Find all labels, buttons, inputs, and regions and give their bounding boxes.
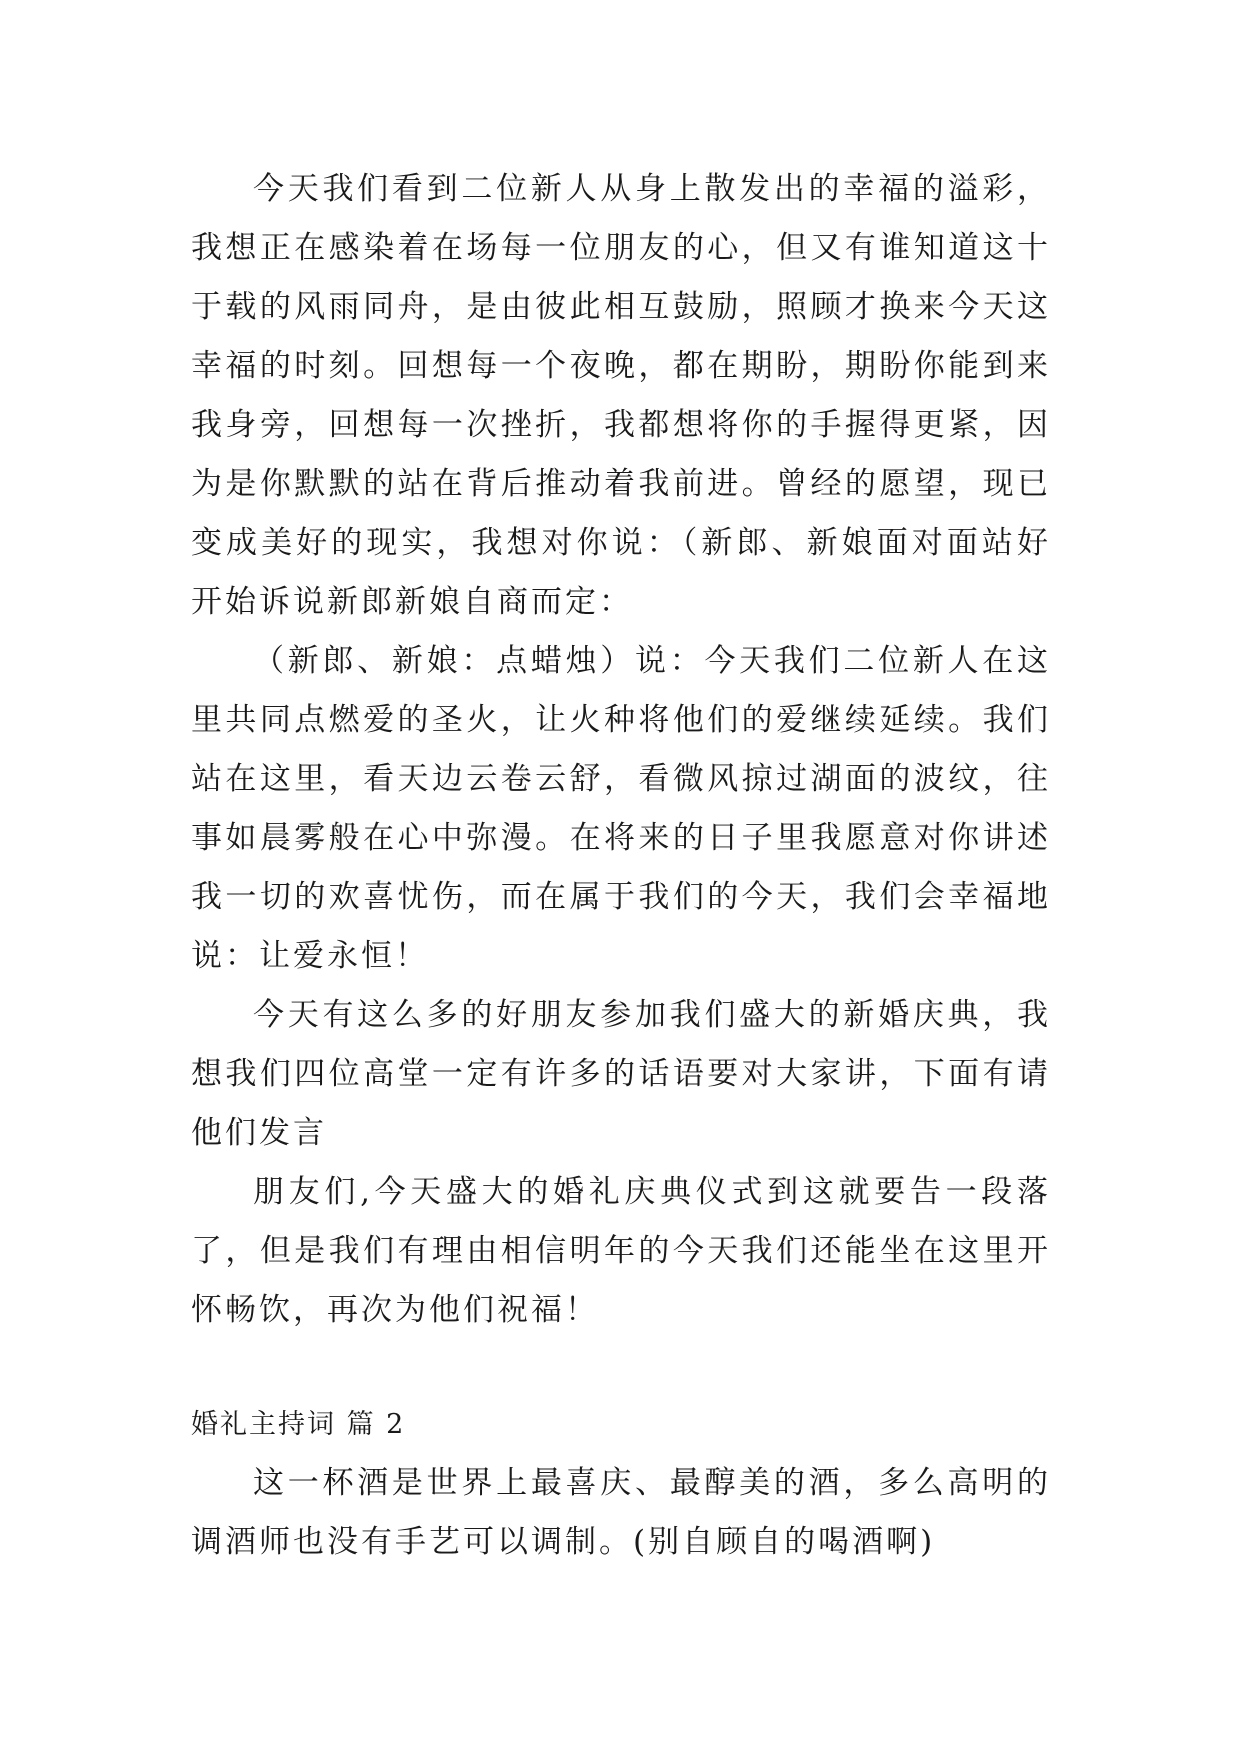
paragraph-5: 这一杯酒是世界上最喜庆、最醇美的酒，多么高明的调酒师也没有手艺可以调制。(别自顾自的喝酒啊) (191, 1465, 1051, 1560)
paragraph-1: 今天我们看到二位新人从身上散发出的幸福的溢彩，我想正在感染着在场每一位朋友的心，但又有谁知道这十于载的风雨同舟，是由彼此相互鼓励，照顾才换来今天这幸福的时刻。回想每一个夜晚，都在期盼，期盼你能到来我身旁，回想每一次挫折，我都想将你的手握得更紧，因为是你默默的站在背后推动着我前进。曾经的愿望，现已变成美好的现实，我想对你说：（新郎、新娘面对面站好开始诉说新郎新娘自商而定： (191, 171, 1051, 620)
document-body (191, 160, 1051, 1572)
section-heading: 婚礼主持词 篇 2 (191, 1409, 406, 1440)
paragraph-4: 朋友们,今天盛大的婚礼庆典仪式到这就要告一段落了，但是我们有理由相信明年的今天我们还能坐在这里开怀畅饮，再次为他们祝福！ (191, 1174, 1051, 1328)
paragraph-2: （新郎、新娘：点蜡烛）说：今天我们二位新人在这里共同点燃爱的圣火，让火种将他们的爱继续延续。我们站在这里，看天边云卷云舒，看微风掠过湖面的波纹，往事如晨雾般在心中弥漫。在将来的日子里我愿意对你讲述我一切的欢喜忧伤，而在属于我们的今天，我们会幸福地说：让爱永恒！ (191, 643, 1051, 974)
paragraph-3: 今天有这么多的好朋友参加我们盛大的新婚庆典，我想我们四位高堂一定有许多的话语要对大家讲，下面有请他们发言 (191, 997, 1051, 1151)
